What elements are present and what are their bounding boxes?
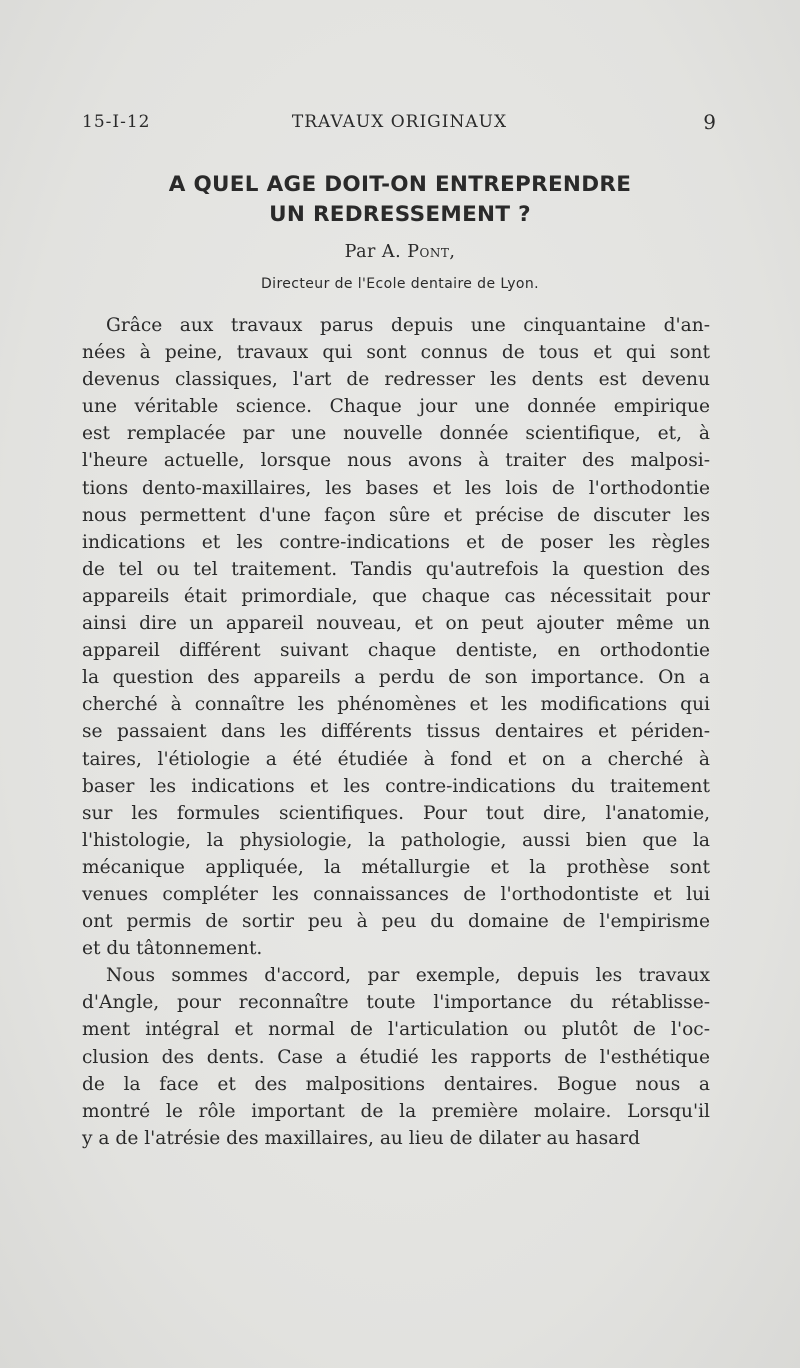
text-line: montré le rôle important de la première molaire. Lorsqu'il xyxy=(82,1100,710,1122)
text-line: appareils était primordiale, que chaque cas nécessitait pour xyxy=(82,585,710,607)
text-line: ment intégral et normal de l'articulation ou plutôt de l'oc- xyxy=(82,1019,710,1041)
running-head xyxy=(82,112,717,142)
text-line: se passaient dans les différents tissus dentaires et périden- xyxy=(82,721,710,743)
article-title xyxy=(100,170,700,230)
page-number: 9 xyxy=(703,110,717,134)
text-line: y a de l'atrésie des maxillaires, au lieu de dilater au hasard xyxy=(82,1127,641,1149)
text-line: appareil différent suivant chaque dentiste, en orthodontie xyxy=(82,640,710,662)
text-line: une véritable science. Chaque jour une donnée empirique xyxy=(82,396,710,418)
text-line: indications et les contre-indications et de poser les règles xyxy=(82,531,710,553)
author-affiliation: Directeur de l'Ecole dentaire de Lyon. xyxy=(260,276,540,292)
section-title: TRAVAUX ORIGINAUX xyxy=(291,112,508,132)
text-line: est remplacée par une nouvelle donnée scientifique, et, à xyxy=(82,423,710,445)
article-title-line-1: A QUEL AGE DOIT-ON ENTREPRENDRE xyxy=(168,172,632,197)
text-line: clusion des dents. Case a étudié les rapports de l'esthétique xyxy=(82,1046,710,1068)
text-line: nous permettent d'une façon sûre et précise de discuter les xyxy=(82,504,710,526)
author-name: Pont, xyxy=(407,242,456,262)
article-body xyxy=(82,312,710,1152)
text-line: venues compléter les connaissances de l'orthodontiste et lui xyxy=(82,883,710,905)
text-line: taires, l'étiologie a été étudiée à fond et on a cherché à xyxy=(82,748,710,770)
text-line: l'histologie, la physiologie, la pathologie, aussi bien que la xyxy=(82,829,710,851)
text-line: sur les formules scientifiques. Pour tout dire, l'anatomie, xyxy=(82,802,710,824)
text-line: la question des appareils a perdu de son importance. On a xyxy=(82,667,710,689)
text-line: de tel ou tel traitement. Tandis qu'autrefois la question des xyxy=(82,558,710,580)
text-line: et du tâtonnement. xyxy=(82,938,263,960)
author-byline xyxy=(100,242,700,262)
text-line: baser les indications et les contre-indications du traitement xyxy=(82,775,710,797)
issue-date: 15-I-12 xyxy=(82,112,151,132)
text-line: devenus classiques, l'art de redresser les dents est devenu xyxy=(82,369,710,391)
text-line: cherché à connaître les phénomènes et les modifications qui xyxy=(82,694,710,716)
text-line: ainsi dire un appareil nouveau, et on peut ajouter même un xyxy=(82,613,710,635)
text-line: mécanique appliquée, la métallurgie et la prothèse sont xyxy=(82,856,710,878)
text-line: tions dento-maxillaires, les bases et les lois de l'orthodontie xyxy=(82,477,710,499)
paragraph xyxy=(82,312,710,962)
text-line: l'heure actuelle, lorsque nous avons à traiter des malposi- xyxy=(82,450,710,472)
text-line: d'Angle, pour reconnaître toute l'importance du rétablisse- xyxy=(82,992,710,1014)
author-prefix: Par A. xyxy=(344,242,402,262)
article-title-line-2: UN REDRESSEMENT ? xyxy=(269,202,531,227)
text-line: de la face et des malpositions dentaires. Bogue nous a xyxy=(82,1073,710,1095)
text-line: nées à peine, travaux qui sont connus de tous et qui sont xyxy=(82,342,710,364)
text-line: ont permis de sortir peu à peu du domaine de l'empirisme xyxy=(82,911,710,933)
paragraph xyxy=(82,962,710,1152)
text-line: Grâce aux travaux parus depuis une cinquantaine d'an- xyxy=(106,315,710,336)
text-line: Nous sommes d'accord, par exemple, depuis les travaux xyxy=(106,965,710,987)
